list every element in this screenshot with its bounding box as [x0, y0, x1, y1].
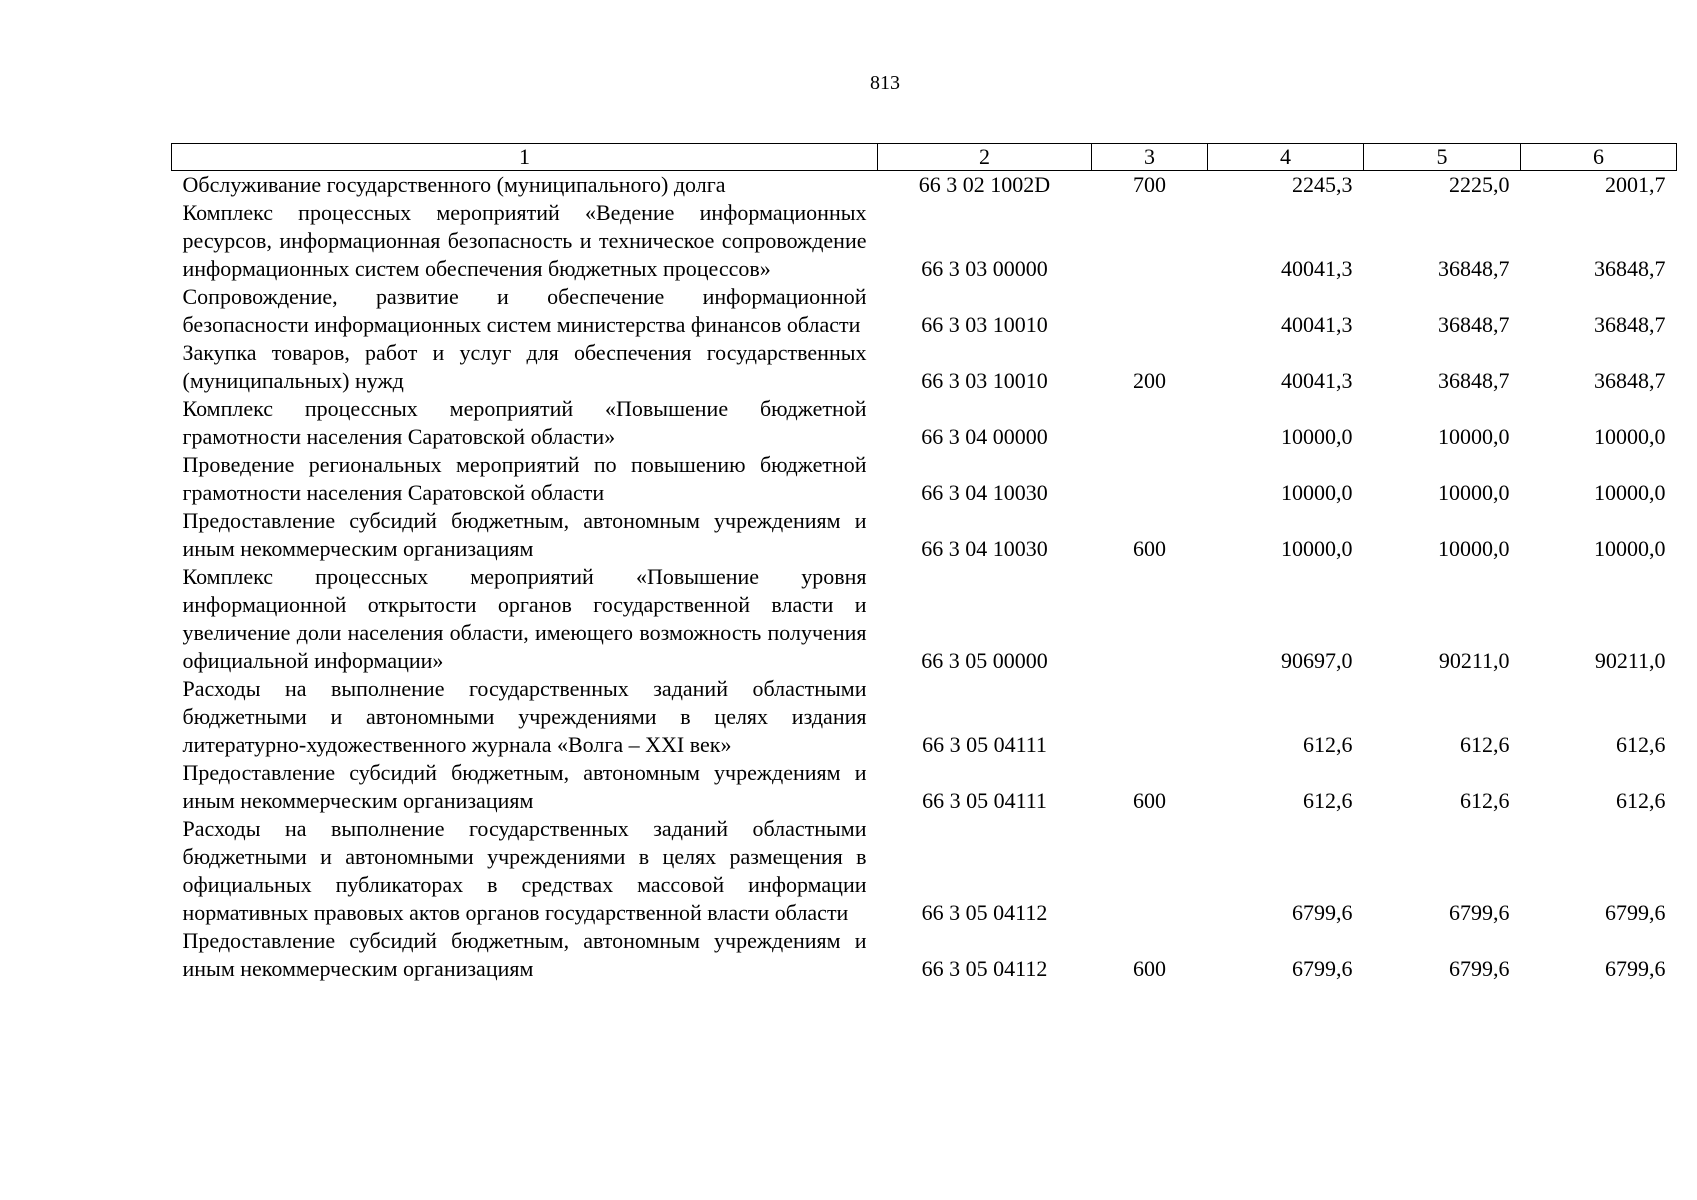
row-code: 66 3 04 10030 — [921, 536, 1048, 561]
row-code: 66 3 05 04111 — [922, 732, 1047, 757]
row-expense-type — [1092, 563, 1208, 675]
row-expense-type — [1092, 395, 1208, 451]
row-code: 66 3 05 04112 — [921, 900, 1048, 925]
row-name: Расходы на выполнение государственных заданий областными бюджетными и автономными учреждениями в целях размещения в официальных публикаторах в средствах массовой информации нормативных правовых актов органов государственной власти области — [182, 816, 867, 925]
row-value-2: 2225,0 — [1449, 172, 1510, 197]
row-expense-type — [1092, 283, 1208, 339]
row-value-1: 6799,6 — [1292, 900, 1353, 925]
row-value-2: 36848,7 — [1438, 368, 1510, 393]
row-code: 66 3 04 00000 — [921, 424, 1048, 449]
header-col-2: 2 — [878, 144, 1092, 171]
row-expense-type: 700 — [1133, 172, 1166, 197]
row-value-3: 36848,7 — [1594, 312, 1666, 337]
row-value-1: 90697,0 — [1281, 648, 1353, 673]
header-row — [172, 144, 1677, 171]
row-code: 66 3 03 10010 — [921, 368, 1048, 393]
table-row — [172, 395, 1677, 451]
row-value-3: 612,6 — [1616, 788, 1666, 813]
table-row — [172, 815, 1677, 927]
row-name: Сопровождение, развитие и обеспечение информационной безопасности информационных систем министерства финансов области — [182, 284, 867, 337]
row-value-2: 6799,6 — [1449, 900, 1510, 925]
row-expense-type: 600 — [1133, 788, 1166, 813]
row-value-3: 10000,0 — [1594, 536, 1666, 561]
row-expense-type — [1092, 451, 1208, 507]
row-name: Закупка товаров, работ и услуг для обеспечения государственных (муниципальных) нужд — [182, 340, 867, 393]
row-value-1: 40041,3 — [1281, 312, 1353, 337]
row-value-2: 612,6 — [1460, 788, 1510, 813]
row-expense-type: 600 — [1133, 956, 1166, 981]
row-value-1: 40041,3 — [1281, 256, 1353, 281]
row-name: Предоставление субсидий бюджетным, автономным учреждениям и иным некоммерческим организациям — [182, 508, 867, 561]
row-value-2: 6799,6 — [1449, 956, 1510, 981]
row-value-3: 90211,0 — [1594, 648, 1666, 673]
row-code: 66 3 05 00000 — [921, 648, 1048, 673]
table-header — [172, 144, 1677, 171]
table-row — [172, 199, 1677, 283]
row-value-2: 36848,7 — [1438, 312, 1510, 337]
table-row — [172, 507, 1677, 563]
table-row — [172, 927, 1677, 983]
row-value-3: 2001,7 — [1605, 172, 1666, 197]
row-value-3: 10000,0 — [1594, 480, 1666, 505]
row-code: 66 3 02 1002D — [918, 172, 1051, 197]
header-col-4: 4 — [1208, 144, 1364, 171]
row-value-1: 612,6 — [1303, 732, 1353, 757]
row-expense-type — [1092, 199, 1208, 283]
row-value-3: 36848,7 — [1594, 368, 1666, 393]
row-value-1: 10000,0 — [1281, 424, 1353, 449]
row-value-1: 6799,6 — [1292, 956, 1353, 981]
row-code: 66 3 04 10030 — [921, 480, 1048, 505]
row-value-1: 40041,3 — [1281, 368, 1353, 393]
row-value-2: 90211,0 — [1438, 648, 1510, 673]
row-value-1: 612,6 — [1303, 788, 1353, 813]
header-col-3: 3 — [1092, 144, 1208, 171]
header-col-6: 6 — [1521, 144, 1677, 171]
table-row — [172, 759, 1677, 815]
page-number: 813 — [870, 72, 900, 94]
row-code: 66 3 05 04111 — [922, 788, 1047, 813]
row-expense-type: 600 — [1133, 536, 1166, 561]
table-row — [172, 451, 1677, 507]
table-row — [172, 283, 1677, 339]
row-value-2: 10000,0 — [1438, 424, 1510, 449]
row-value-3: 10000,0 — [1594, 424, 1666, 449]
row-expense-type — [1092, 815, 1208, 927]
row-value-2: 10000,0 — [1438, 480, 1510, 505]
row-code: 66 3 03 00000 — [921, 256, 1048, 281]
row-value-1: 2245,3 — [1292, 172, 1353, 197]
row-code: 66 3 03 10010 — [921, 312, 1048, 337]
row-name: Предоставление субсидий бюджетным, автономным учреждениям и иным некоммерческим организациям — [182, 928, 867, 981]
row-name: Предоставление субсидий бюджетным, автономным учреждениям и иным некоммерческим организациям — [182, 760, 867, 813]
row-value-2: 10000,0 — [1438, 536, 1510, 561]
row-value-3: 36848,7 — [1594, 256, 1666, 281]
table-body — [172, 171, 1677, 984]
budget-table — [171, 143, 1677, 983]
row-code: 66 3 05 04112 — [921, 956, 1048, 981]
row-value-3: 6799,6 — [1605, 956, 1666, 981]
table-row — [172, 339, 1677, 395]
row-value-2: 612,6 — [1460, 732, 1510, 757]
header-col-1: 1 — [172, 144, 878, 171]
row-value-1: 10000,0 — [1281, 480, 1353, 505]
row-name: Расходы на выполнение государственных заданий областными бюджетными и автономными учреждениями в целях издания литературно-художественного журнала «Волга – XXI век» — [182, 676, 867, 757]
row-value-1: 10000,0 — [1281, 536, 1353, 561]
row-expense-type — [1092, 675, 1208, 759]
table-row — [172, 171, 1677, 200]
table-row — [172, 675, 1677, 759]
row-value-3: 612,6 — [1616, 732, 1666, 757]
row-expense-type: 200 — [1133, 368, 1166, 393]
row-name: Комплекс процессных мероприятий «Повышение бюджетной грамотности населения Саратовской области» — [182, 396, 867, 449]
header-col-5: 5 — [1364, 144, 1521, 171]
row-name: Комплекс процессных мероприятий «Ведение информационных ресурсов, информационная безопасность и техническое сопровождение информационных систем обеспечения бюджетных процессов» — [182, 200, 867, 281]
row-name: Комплекс процессных мероприятий «Повышение уровня информационной открытости органов государственной власти и увеличение доли населения области, имеющего возможность получения официальной информации» — [182, 564, 867, 673]
row-name: Обслуживание государственного (муниципального) долга — [182, 172, 726, 197]
row-name: Проведение региональных мероприятий по повышению бюджетной грамотности населения Саратовской области — [182, 452, 867, 505]
row-value-3: 6799,6 — [1605, 900, 1666, 925]
table-row — [172, 563, 1677, 675]
row-value-2: 36848,7 — [1438, 256, 1510, 281]
